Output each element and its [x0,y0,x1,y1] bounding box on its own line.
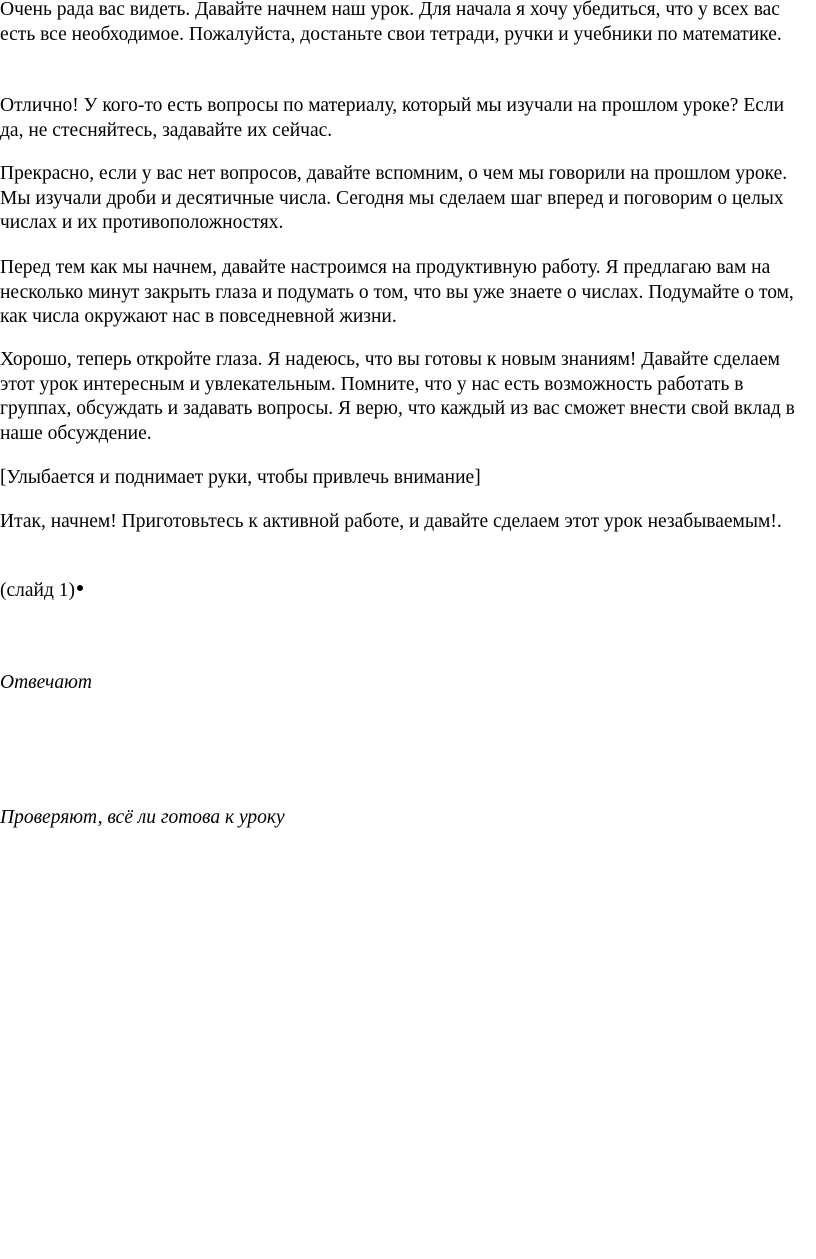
paragraph-questions: Отлично! У кого-то есть вопросы по материалу, который мы изучали на прошлом уроке? Если да, не стесняйтесь, задавайте их сейчас. [0,95,785,141]
paragraph-motivation: Хорошо, теперь откройте глаза. Я надеюсь, что вы готовы к новым знаниям! Давайте сделаем этот урок интересным и увлекательным. Помните, что у нас есть возможность работать в группах, обсуждать и задавать вопросы. Я верю, что каждый из вас сможет внести свой вклад в наше обсуждение. [0,349,795,444]
student-note-answer: Отвечают [0,672,92,693]
paragraph-review: Прекрасно, если у вас нет вопросов, давайте вспомним, о чем мы говорили на прошлом уроке. Мы изучали дроби и десятичные числа. Сегодня мы сделаем шаг вперед и поговорим о целых числах и их противоположностях. [0,163,788,234]
slide-reference-text: (слайд 1) [0,580,76,601]
student-note-check: Проверяют, всё ли готова к уроку [0,807,285,828]
paragraph-focus: Перед тем как мы начнем, давайте настроимся на продуктивную работу. Я предлагаю вам на несколько минут закрыть глаза и подумать о том, что вы уже знаете о числах. Подумайте о том, как числа окружают нас в повседневной жизни. [0,257,794,328]
paragraph-start: Итак, начнем! Приготовьтесь к активной работе, и давайте сделаем этот урок незабываемым!. [0,511,782,532]
paragraph-greeting: Очень рада вас видеть. Давайте начнем наш урок. Для начала я хочу убедиться, что у всех вас есть все необходимое. Пожалуйста, достаньте свои тетради, ручки и учебники по математике. [0,0,782,45]
paragraph-stage-direction: [Улыбается и поднимает руки, чтобы привлечь внимание] [0,467,481,488]
bullet-dot-icon [77,585,83,591]
slide-reference [0,579,812,604]
